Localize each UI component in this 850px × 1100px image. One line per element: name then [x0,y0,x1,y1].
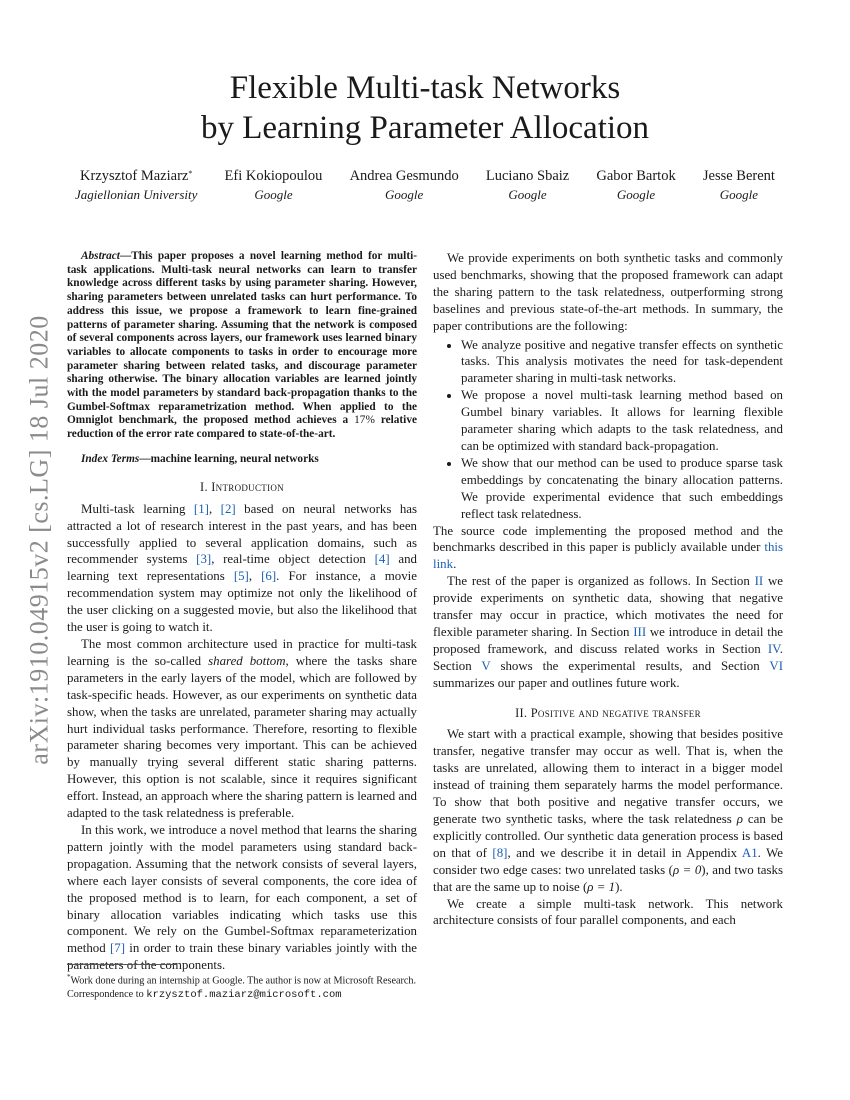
list-item: • We propose a novel multi-task learning method based on Gumbel binary variables. It allows for learning flexible parameter sharing which adapts to the task relatedness, and can be optimized with standard back-propagation. [461,387,783,455]
section-title: Positive and negative transfer [530,705,701,720]
transfer-paragraph-1 [433,726,783,895]
section-link[interactable]: VI [769,658,784,673]
text-run: . We consider two edge cases: two unrelated tasks ( [433,845,783,877]
organization-paragraph [433,573,783,691]
source-code-paragraph [433,523,783,574]
author-name: Jesse Berent [702,168,775,184]
author-affiliation: Google [254,187,293,202]
author-1 [75,166,197,203]
citation-link[interactable]: [6] [261,569,277,584]
text-run: The rest of the paper is organized as follows. In Section [447,574,755,589]
contribution-list [433,337,783,523]
emphasis: shared bottom [208,653,286,668]
title-line-1: Flexible Multi-task Networks [229,70,621,106]
section-link[interactable]: IV [767,641,780,656]
section-link[interactable]: II [754,574,764,589]
citation-link[interactable]: [8] [492,845,508,860]
intro-paragraph-4: We provide experiments on both synthetic tasks and commonly used benchmarks, showing that the proposed framework can adapt the sharing pattern to the task relatedness, outperforming strong baselines and previous state-of-the-art methods. In summary, the paper contributions are the following: [433,251,783,333]
abstract-lead: Abstract [81,250,120,262]
math-symbol: ρ [736,812,743,826]
footnote-mark[interactable]: * [188,169,193,178]
citation-link[interactable]: [3] [196,552,212,567]
appendix-link[interactable]: A1 [741,845,758,860]
text-run: we introduce in detail the proposed framework, and discuss related works in Section [433,624,783,656]
footnote-rule [67,964,177,965]
footnote-mark: * [67,973,71,981]
author-name: Gabor Bartok [596,168,676,184]
arxiv-stamp [20,300,60,780]
citation-link[interactable]: [5] [233,569,249,584]
list-item: • We analyze positive and negative transfer effects on synthetic tasks. This analysis motivates the need for task-dependent parameter sharing in multi-task networks. [461,337,783,388]
paper-title [0,68,850,148]
abstract-percentage: 17% [354,414,375,427]
author-name: Efi Kokiopoulou [224,168,323,184]
index-terms-body: machine learning, neural networks [150,452,319,465]
section-number: I. [200,479,208,494]
abstract-body: This paper proposes a novel learning method for multi-task applications. Multi-task neural networks can learn to transfer knowledge across different tasks by using parameter sharing. However, sharing parameters between unrelated tasks can hurt performance. To address this issue, we propose a framework to learn fine-grained patterns of parameter sharing. Assuming that the network is composed of several components across layers, our framework uses learned binary variables to allocate components to tasks in order to encourage more parameter sharing between related tasks, and discourage parameter sharing otherwise. The binary allocation variables are learned jointly with the model parameters by standard back-propagation thanks to the Gumbel-Softmax reparametrization method. When applied to the Omniglot benchmark, the proposed method achieves a [67,250,417,427]
intro-paragraph-2 [67,636,417,822]
text-run: The source code implementing the proposed method and the benchmarks described in this paper is publicly available under [433,523,783,555]
text-run: ). [615,879,623,894]
text-run: summarizes our paper and outlines future work. [433,675,680,690]
source-code-link[interactable]: this link [433,540,783,572]
citation-link[interactable]: [1] [193,501,209,516]
text-run: shows the experimental results, and Section [490,658,770,673]
text-run: Multi-task learning [81,501,194,516]
section-title: Introduction [211,479,284,494]
text-run: and learning text representations [67,552,417,584]
author-affiliation: Google [508,187,547,202]
section-heading-transfer [433,705,783,722]
author-list [75,166,775,203]
abstract: Abstract—This paper proposes a novel learning method for multi-task applications. Multi-task neural networks can learn to transfer knowledge across different tasks by using parameter sharing. However, sharing parameters between unrelated tasks can hurt performance. To address this issue, we propose a framework to learn fine-grained patterns of parameter sharing. Assuming that the network is composed of several components across layers, our framework uses learned binary variables to allocate components to tasks in order to encourage more parameter sharing between related tasks, and discourage parameter sharing otherwise. The binary allocation variables are learned jointly with the model parameters by standard back-propagation thanks to the Gumbel-Softmax reparametrization method. When applied to the Omniglot benchmark, the proposed method achieves a 17% relative reduction of the error rate compared to state-of-the-art. [67,250,417,441]
index-terms-lead: Index Terms [81,452,140,465]
citation-link[interactable]: [2] [220,501,236,516]
author-affiliation: Google [719,187,759,202]
text-run: , [248,569,262,584]
transfer-paragraph-2: We create a simple multi-task network. This network architecture consists of four parallel components, and each [433,896,783,928]
math-expression: ρ = 1 [587,879,616,894]
text-run: we provide experiments on synthetic data, showing that negative transfer may occur in practice, which motivates the need for flexible parameter sharing. In Section [433,574,783,639]
abstract-body-end: relative reduction of the error rate compared to state-of-the-art. [67,414,417,441]
intro-paragraph-3 [67,822,417,974]
author-affiliation: Jagiellonian University [75,187,198,202]
author-5 [596,166,675,203]
author-affiliation: Google [385,187,424,202]
author-2 [225,166,323,203]
section-number: II. [515,705,528,720]
intro-paragraph-1 [67,501,417,636]
citation-link[interactable]: [7] [109,941,125,956]
text-run: . [453,557,457,572]
text-run: , [208,501,221,516]
text-run: based on neural networks has attracted a lot of research interest in the past years, and has been successfully applied to several application domains, such as recommender systems [67,501,418,567]
author-4 [486,166,569,203]
email-address[interactable]: krzysztof.maziarz@microsoft.com [146,989,342,1002]
arxiv-identifier: arXiv:1910.04915v2 [cs.LG] 18 Jul 2020 [25,315,54,765]
citation-link[interactable]: [4] [374,552,390,567]
text-run: in order to train these binary variables jointly with the parameters of the components. [67,941,417,973]
author-3 [350,166,459,203]
author-6 [703,166,775,203]
text-run: In this work, we introduce a novel method that learns the sharing pattern jointly with the model parameters using standard back-propagation. Assuming that the network consists of several layers, where each layer consists of several components, the core idea of the proposed method is to learn, for each component, a set of binary allocation variables indicating which tasks use this component. We rely on the Gumbel-Softmax reparameterization method [67,822,417,956]
list-item: • We show that our method can be used to produce sparse task embeddings by concatenating the binary allocation patterns. We provide experimental evidence that such embeddings reflect task relatedness. [461,455,783,523]
text-run: We start with a practical example, showing that besides positive transfer, negative transfer may occur as well. That is, when the tasks are unrelated, allowing them to interact in a bigger model instead of training them separately harms the model performance. To show that both positive and negative transfer occurs, we generate two synthetic tasks, where the task relatedness [433,727,783,826]
math-expression: ρ = 0 [672,862,702,877]
text-run: , where the tasks share parameters in the early layers of the model, which are followed by task-specific heads. However, as our experiments on synthetic data show, when the tasks are unrelated, parameter sharing may actually hurt individual tasks performance. Therefore, resorting to flexible parameter sharing becomes very important. This can be achieved by manually trying several different static sharing patterns. However, this option is not scalable, since it requires significant effort. Instead, an approach where the sharing pattern is learned and adapted to the task relatedness is preferable. [67,653,417,821]
text-run: The most common architecture used in practice for multi-task learning is the so-called [67,637,417,668]
text-run: can be explicitly controlled. Our synthetic data generation process is based on that of [433,812,783,860]
section-heading-introduction [67,479,417,496]
author-name: Andrea Gesmundo [349,168,459,184]
text-run: , real-time object detection [211,552,375,567]
author-name: Luciano Sbaiz [485,168,570,184]
right-column [433,250,783,929]
author-affiliation: Google [616,187,656,202]
text-run: ), and two tasks that are the same up to noise ( [433,862,784,894]
text-run: , and we describe it in detail in Appendix [507,845,742,860]
section-link[interactable]: III [633,624,647,639]
footnote-text: Work done during an internship at Google. The author is now at Microsoft Research. Correspondence to [67,975,417,1001]
text-run: . For instance, a movie recommendation system may optimize not only the likelihood of the user clicking on a suggested movie, but also the likelihood that the user is going to watch it. [67,569,417,635]
author-name: Krzysztof Maziarz [80,168,189,184]
text-run: . Section [433,641,783,673]
section-link[interactable]: V [481,658,491,673]
index-terms: Index Terms—machine learning, neural networks [81,452,319,465]
footnote [67,970,417,1002]
title-line-2: by Learning Parameter Allocation [200,110,650,146]
left-column [67,250,417,974]
